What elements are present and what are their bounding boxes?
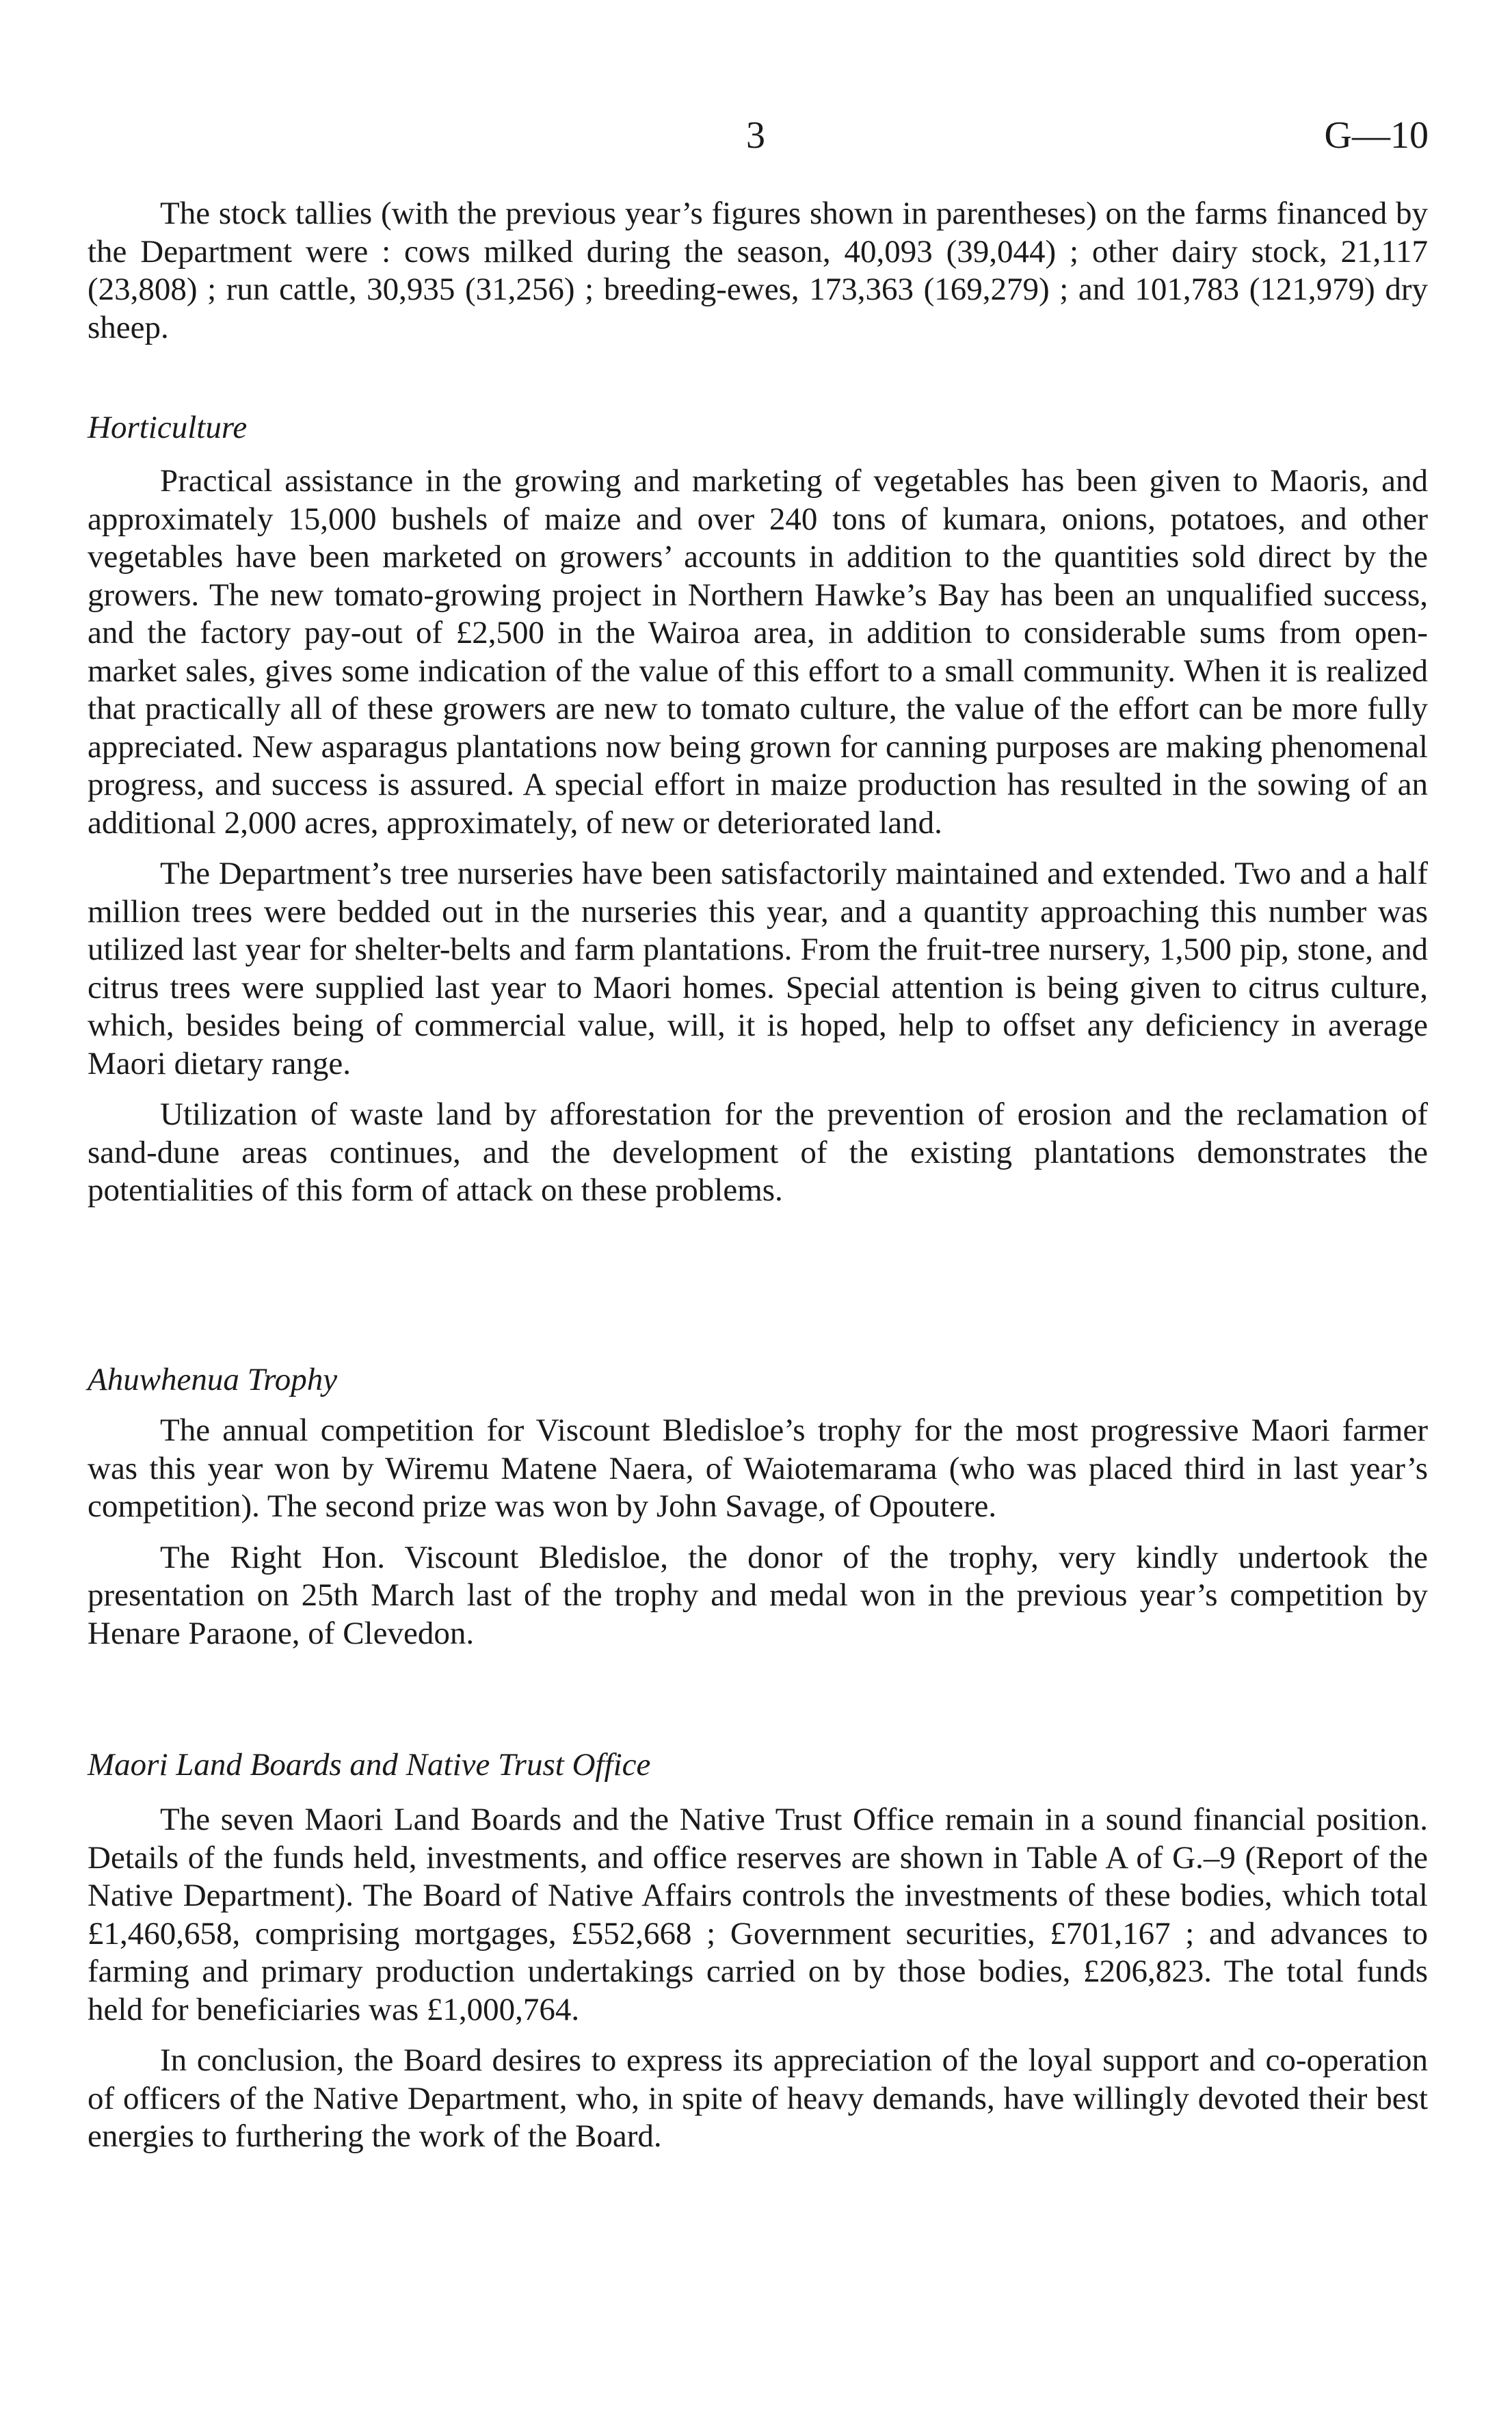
paragraph: The annual competition for Viscount Bledisloe’s trophy for the most progressive Maori farmer was this year won by Wiremu Matene Naera, of Waiotemarama (who was placed third in last year’s competition). The second prize was won by John Savage, of Opoutere. <box>88 1412 1428 1524</box>
paragraph: The Right Hon. Viscount Bledisloe, the donor of the trophy, very kindly undertook the presentation on 25th March last of the trophy and medal won in the previous year’s competition by Henare Paraone, of Clevedon. <box>88 1539 1428 1651</box>
section-heading-maori-land-boards: Maori Land Boards and Native Trust Office <box>88 1747 651 1783</box>
document-reference: G—10 <box>1324 114 1429 157</box>
section-heading-ahuwhenua-trophy: Ahuwhenua Trophy <box>88 1362 338 1397</box>
paragraph: In conclusion, the Board desires to express its appreciation of the loyal support and co-operation of officers of the Native Department, who, in spite of heavy demands, have willingly devoted their best energies to furthering the work of the Board. <box>88 2042 1428 2154</box>
stock-tallies-section <box>88 195 1428 347</box>
paragraph: Practical assistance in the growing and marketing of vegetables has been given to Maoris, and approximately 15,000 bushels of maize and over 240 tons of kumara, onions, potatoes, and other vegetables have been marketed on growers’ accounts in addition to the quantities sold direct by the growers. The new tomato-growing project in Northern Hawke’s Bay has been an unqualified success, and the factory pay-out of £2,500 in the Wairoa area, in addition to considerable sums from open-market sales, gives some indication of the value of this effort to a small community. When it is realized that practically all of these growers are new to tomato culture, the value of the effort can be more fully appreciated. New asparagus plantations now being grown for canning purposes are making phenomenal progress, and success is assured. A special effort in maize production has resulted in the sowing of an additional 2,000 acres, approximately, of new or deteriorated land. <box>88 463 1428 841</box>
paragraph: Utilization of waste land by afforestation for the prevention of erosion and the reclamation of sand-dune areas continues, and the development of the existing plantations demonstrates the potentialities of this form of attack on these problems. <box>88 1096 1428 1208</box>
land-boards-section <box>88 1801 1428 2156</box>
horticulture-section <box>88 462 1428 1210</box>
section-heading-horticulture: Horticulture <box>88 410 248 445</box>
horticulture-heading-block <box>88 409 1428 447</box>
paragraph: The stock tallies (with the previous year’s figures shown in parentheses) on the farms financed by the Department were : cows milked during the season, 40,093 (39,044) ; other dairy stock, 21,117 (23,808) ; run cattle, 30,935 (31,256) ; breeding-ewes, 173,363 (169,279) ; and 101,783 (121,979) dry sheep. <box>88 196 1428 345</box>
paragraph: The Department’s tree nurseries have been satisfactorily maintained and extended. Two and a half million trees were bedded out in the nurseries this year, and a quantity approaching this number was utilized last year for shelter-belts and farm plantations. From the fruit-tree nursery, 1,500 pip, stone, and citrus trees were supplied last year to Maori homes. Special attention is being given to citrus culture, which, besides being of commercial value, will, it is hoped, help to offset any deficiency in average Maori dietary range. <box>88 856 1428 1081</box>
page-number: 3 <box>746 114 765 157</box>
trophy-heading-block <box>88 1361 1428 1399</box>
trophy-section <box>88 1412 1428 1653</box>
paragraph: The seven Maori Land Boards and the Native Trust Office remain in a sound financial position. Details of the funds held, investments, and office reserves are shown in Table A of G.–9 (Report of the Native Department). The Board of Native Affairs controls the investments of these bodies, which total £1,460,658, comprising mortgages, £552,668 ; Government securities, £701,167 ; and advances to farming and primary production undertakings carried on by those bodies, £206,823. The total funds held for beneficiaries was £1,000,764. <box>88 1802 1428 2027</box>
land-boards-heading-block <box>88 1746 1428 1784</box>
